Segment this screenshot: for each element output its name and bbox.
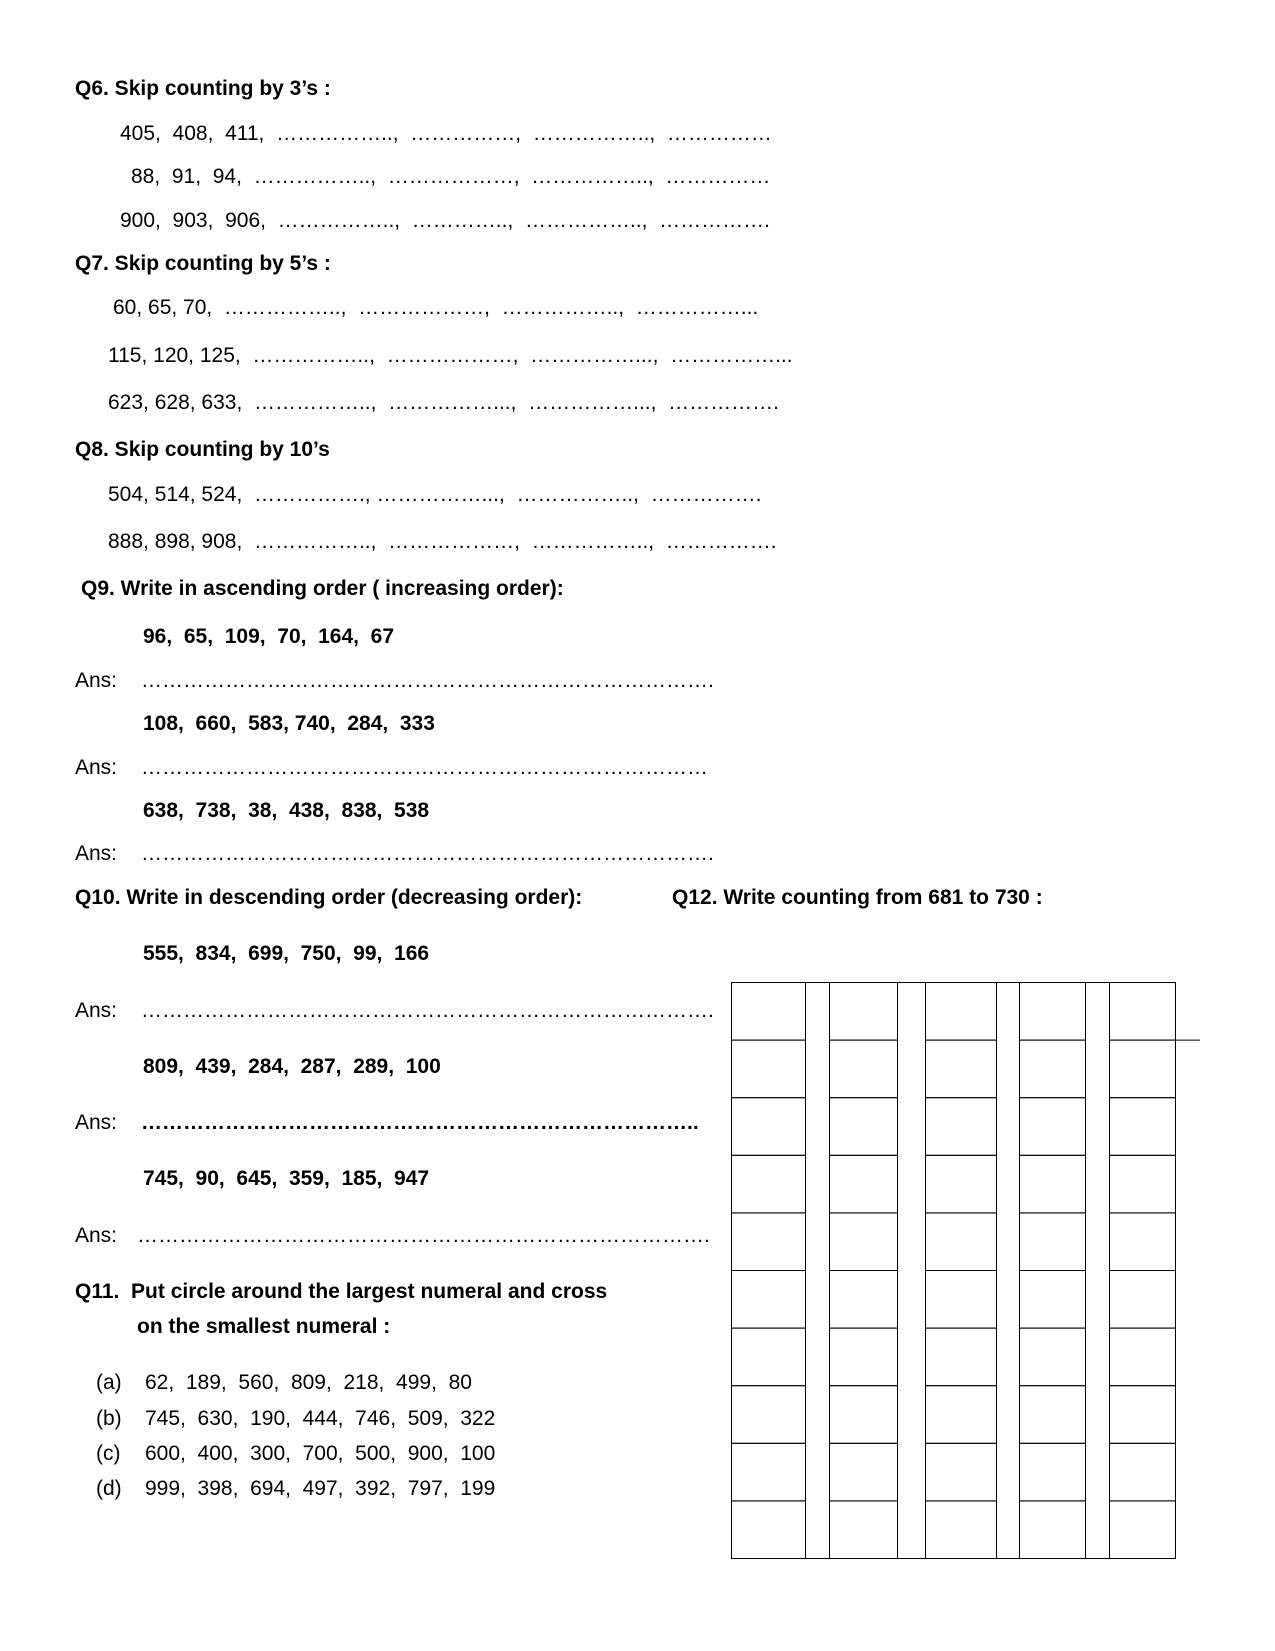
grid-cell [1020, 1098, 1086, 1156]
q12-title: Q12. Write counting from 681 to 730 : [672, 886, 1043, 909]
q12-counting-grid [731, 982, 1201, 1562]
grid-cell [732, 1213, 806, 1271]
q9-title: Q9. Write in ascending order ( increasing order): [81, 577, 564, 600]
grid-cell [1110, 1271, 1176, 1329]
grid-cell [1020, 1443, 1086, 1501]
q11-title-line-1: Q11. Put circle around the largest numeral and cross [75, 1280, 608, 1303]
grid-cell [732, 983, 806, 1041]
grid-cell [830, 1386, 898, 1444]
grid-cell [1020, 1271, 1086, 1329]
grid-cell [732, 1328, 806, 1386]
grid-cell [1020, 1328, 1086, 1386]
grid-cell [1110, 1328, 1176, 1386]
q10-title: Q10. Write in descending order (decreasing order): [75, 886, 583, 909]
grid-cell [926, 1386, 997, 1444]
grid-cell [926, 1098, 997, 1156]
grid-cell [830, 1271, 898, 1329]
grid-cell [1110, 1386, 1176, 1444]
q11-item-b-values: 745, 630, 190, 444, 746, 509, 322 [145, 1407, 496, 1430]
grid-cell [1020, 1213, 1086, 1271]
grid-cell [1110, 1040, 1176, 1098]
grid-cell [830, 1098, 898, 1156]
q10-ans-label-1: Ans: [75, 999, 118, 1022]
q6-line-2: 88, 91, 94, …………….., ………………, …………….., …………… [131, 165, 771, 188]
q9-ans-label-3: Ans: [75, 842, 118, 865]
grid-cell [732, 1040, 806, 1098]
grid-cell [732, 1098, 806, 1156]
grid-cell [1020, 1386, 1086, 1444]
q6-title: Q6. Skip counting by 3’s : [75, 77, 331, 100]
grid-cell [926, 983, 997, 1041]
grid-cell [830, 1040, 898, 1098]
grid-cell [926, 1271, 997, 1329]
q11-item-d-values: 999, 398, 694, 497, 392, 797, 199 [145, 1477, 496, 1500]
q11-item-c-label: (c) [96, 1442, 121, 1465]
q7-line-1: 60, 65, 70, …………….., ………………, …………….., ……………... [113, 296, 759, 319]
grid-cell [1020, 983, 1086, 1041]
q7-title: Q7. Skip counting by 5’s : [75, 252, 331, 275]
grid-cell [732, 1271, 806, 1329]
q9-set-3: 638, 738, 38, 438, 838, 538 [143, 799, 430, 822]
q10-ans-line-3: ………………………………………………………………………. [137, 1224, 710, 1247]
q9-ans-line-2: ……………………………………………………………………… [141, 756, 708, 779]
q7-line-2: 115, 120, 125, …………….., ………………, ……………..., ……………... [108, 344, 793, 367]
q9-set-1: 96, 65, 109, 70, 164, 67 [143, 625, 395, 648]
grid-cell [926, 1213, 997, 1271]
grid-cell [1110, 1443, 1176, 1501]
q9-ans-label-1: Ans: [75, 669, 118, 692]
counting-grid-svg [731, 982, 1201, 1562]
q11-item-a-label: (a) [96, 1371, 122, 1394]
grid-cell [1020, 1501, 1086, 1559]
q9-ans-line-3: ………………………………………………………………………. [141, 842, 714, 865]
grid-cell [732, 1443, 806, 1501]
grid-cell [830, 1328, 898, 1386]
grid-cell [830, 1213, 898, 1271]
q10-set-3: 745, 90, 645, 359, 185, 947 [143, 1167, 430, 1190]
grid-cell [926, 1328, 997, 1386]
q6-line-1: 405, 408, 411, …………….., ……………, …………….., …………… [120, 122, 772, 145]
grid-cell [1110, 1501, 1176, 1559]
q8-line-2: 888, 898, 908, …………….., ………………, …………….., ……………. [108, 530, 777, 553]
grid-cell [830, 1501, 898, 1559]
q10-set-1: 555, 834, 699, 750, 99, 166 [143, 942, 430, 965]
q9-ans-label-2: Ans: [75, 756, 118, 779]
q9-ans-line-1: ………………………………………………………………………. [141, 669, 714, 692]
grid-cell [1110, 983, 1176, 1041]
q11-item-b-label: (b) [96, 1407, 122, 1430]
grid-cell [1110, 1213, 1176, 1271]
q10-ans-label-2: Ans: [75, 1111, 118, 1134]
q10-ans-line-1: ………………………………………………………………………. [141, 999, 714, 1022]
q10-ans-line-2: …………………………………………………………………….. [141, 1111, 699, 1134]
q11-item-d-label: (d) [96, 1477, 122, 1500]
grid-cell [732, 1155, 806, 1213]
q7-line-3: 623, 628, 633, …………….., ……………..., ……………..., ……………. [108, 391, 779, 414]
grid-cell [1020, 1155, 1086, 1213]
q10-ans-label-3: Ans: [75, 1224, 118, 1247]
grid-cell [926, 1501, 997, 1559]
q11-item-a-values: 62, 189, 560, 809, 218, 499, 80 [145, 1371, 472, 1394]
grid-cell [926, 1155, 997, 1213]
grid-cell [732, 1386, 806, 1444]
q11-title-line-2: on the smallest numeral : [137, 1315, 391, 1338]
grid-cell [830, 1443, 898, 1501]
q8-title: Q8. Skip counting by 10’s [75, 438, 330, 461]
grid-cell [926, 1040, 997, 1098]
grid-cell [732, 1501, 806, 1559]
grid-cell [830, 1155, 898, 1213]
q8-line-1: 504, 514, 524, ……………., ……………..., …………….., ……………. [108, 483, 762, 506]
grid-cell [1110, 1098, 1176, 1156]
q9-set-2: 108, 660, 583, 740, 284, 333 [143, 712, 435, 735]
grid-cell [1110, 1155, 1176, 1213]
q10-set-2: 809, 439, 284, 287, 289, 100 [143, 1055, 441, 1078]
grid-cell [1020, 1040, 1086, 1098]
q11-item-c-values: 600, 400, 300, 700, 500, 900, 100 [145, 1442, 496, 1465]
grid-cell [926, 1443, 997, 1501]
q6-line-3: 900, 903, 906, …………….., ………….., …………….., ……………. [120, 209, 770, 232]
grid-cell [830, 983, 898, 1041]
